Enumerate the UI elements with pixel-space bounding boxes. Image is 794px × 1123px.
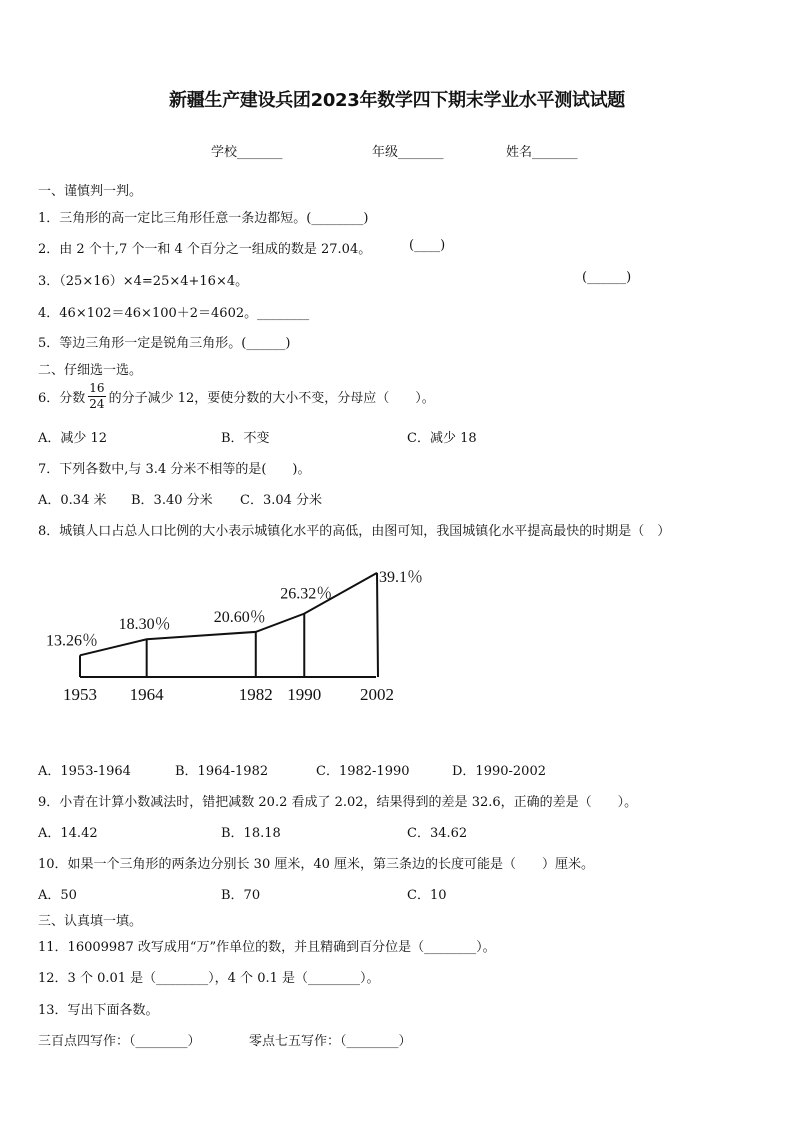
x-tick-label: 1964: [129, 685, 164, 704]
section-2-heading: 二、仔细选一选。: [38, 363, 143, 378]
chart-layer: [46, 569, 423, 704]
question-1: 1．三角形的高一定比三角形任意一条边都短。(________): [38, 211, 369, 226]
x-tick-label: 2002: [360, 685, 394, 704]
q10-option-b: B．70: [221, 888, 261, 903]
question-4: 4．46×102＝46×100＋2＝4602。________: [38, 306, 310, 321]
grade-field: 年级_______: [372, 145, 444, 160]
q9-option-c: C．34.62: [407, 826, 468, 841]
question-6-prefix: 6．分数: [38, 391, 86, 406]
question-5: 5．等边三角形一定是锐角三角形。(______): [38, 336, 291, 351]
section-1-heading: 一、谨慎判一判。: [38, 184, 143, 199]
x-tick-label: 1990: [287, 685, 322, 704]
data-label: 20.60％: [213, 608, 266, 626]
data-label: 13.26％: [46, 632, 99, 650]
question-6-suffix: 的分子减少 12，要使分数的大小不变，分母应（ ）。: [108, 391, 435, 406]
q9-option-a: A．14.42: [38, 826, 98, 841]
question-13-a: 三百点四写作：（________）: [38, 1034, 201, 1049]
fraction-denominator: 24: [89, 397, 105, 411]
fraction-numerator: 16: [89, 381, 105, 395]
section-3-heading: 三、认真填一填。: [38, 914, 143, 929]
question-3-blank: (______): [582, 270, 632, 285]
name-field: 姓名_______: [506, 145, 578, 160]
q8-option-b: B．1964-1982: [175, 764, 269, 779]
x-tick-label: 1982: [238, 685, 273, 704]
question-2: 2．由 2 个十,7 个一和 4 个百分之一组成的数是 27.04。: [38, 242, 372, 257]
question-13: 13．写出下面各数。: [38, 1003, 159, 1018]
q6-option-c: C．减少 18: [407, 431, 477, 446]
q8-option-d: D．1990-2002: [452, 764, 546, 779]
q6-option-a: A．减少 12: [38, 431, 108, 446]
data-label: 39.1％: [379, 568, 424, 586]
data-label: 26.32％: [280, 585, 333, 603]
question-11: 11．16009987 改写成用“万”作单位的数，并且精确到百分位是（________）。: [38, 940, 496, 955]
page-title: 新疆生产建设兵团2023年数学四下期末学业水平测试试题: [169, 90, 625, 111]
question-12: 12．3 个 0.01 是（________），4 个 0.1 是（________）。: [38, 971, 380, 986]
question-13-b: 零点七五写作：（________）: [249, 1034, 412, 1049]
right-edge: [377, 573, 378, 677]
question-9: 9．小青在计算小数减法时，错把减数 20.2 看成了 2.02，结果得到的差是 32.6，正确的差是（ ）。: [38, 795, 638, 810]
school-field: 学校_______: [211, 145, 283, 160]
question-2-blank: (____): [409, 238, 446, 253]
question-3: 3．（25×16）×4=25×4+16×4。: [38, 274, 249, 289]
q8-option-a: A．1953-1964: [38, 764, 131, 779]
urbanization-chart: [30, 560, 450, 740]
q10-option-a: A．50: [38, 888, 77, 903]
question-6: [38, 381, 435, 412]
question-8: 8．城镇人口占总人口比例的大小表示城镇化水平的高低，由图可知，我国城镇化水平提高最快的时期是（ ）: [38, 524, 671, 539]
q10-option-c: C．10: [407, 888, 447, 903]
q7-option-b: B．3.40 分米: [131, 493, 213, 508]
question-10: 10．如果一个三角形的两条边分别长 30 厘米，40 厘米，第三条边的长度可能是（ ）厘米。: [38, 857, 595, 872]
q6-option-b: B．不变: [221, 431, 270, 446]
q7-option-c: C．3.04 分米: [240, 493, 323, 508]
fraction: [88, 381, 105, 412]
x-tick-label: 1953: [63, 685, 97, 704]
data-label: 18.30％: [118, 616, 171, 634]
question-7: 7．下列各数中,与 3.4 分米不相等的是( )。: [38, 462, 311, 477]
q8-option-c: C．1982-1990: [316, 764, 410, 779]
q7-option-a: A．0.34 米: [38, 493, 107, 508]
q9-option-b: B．18.18: [221, 826, 281, 841]
